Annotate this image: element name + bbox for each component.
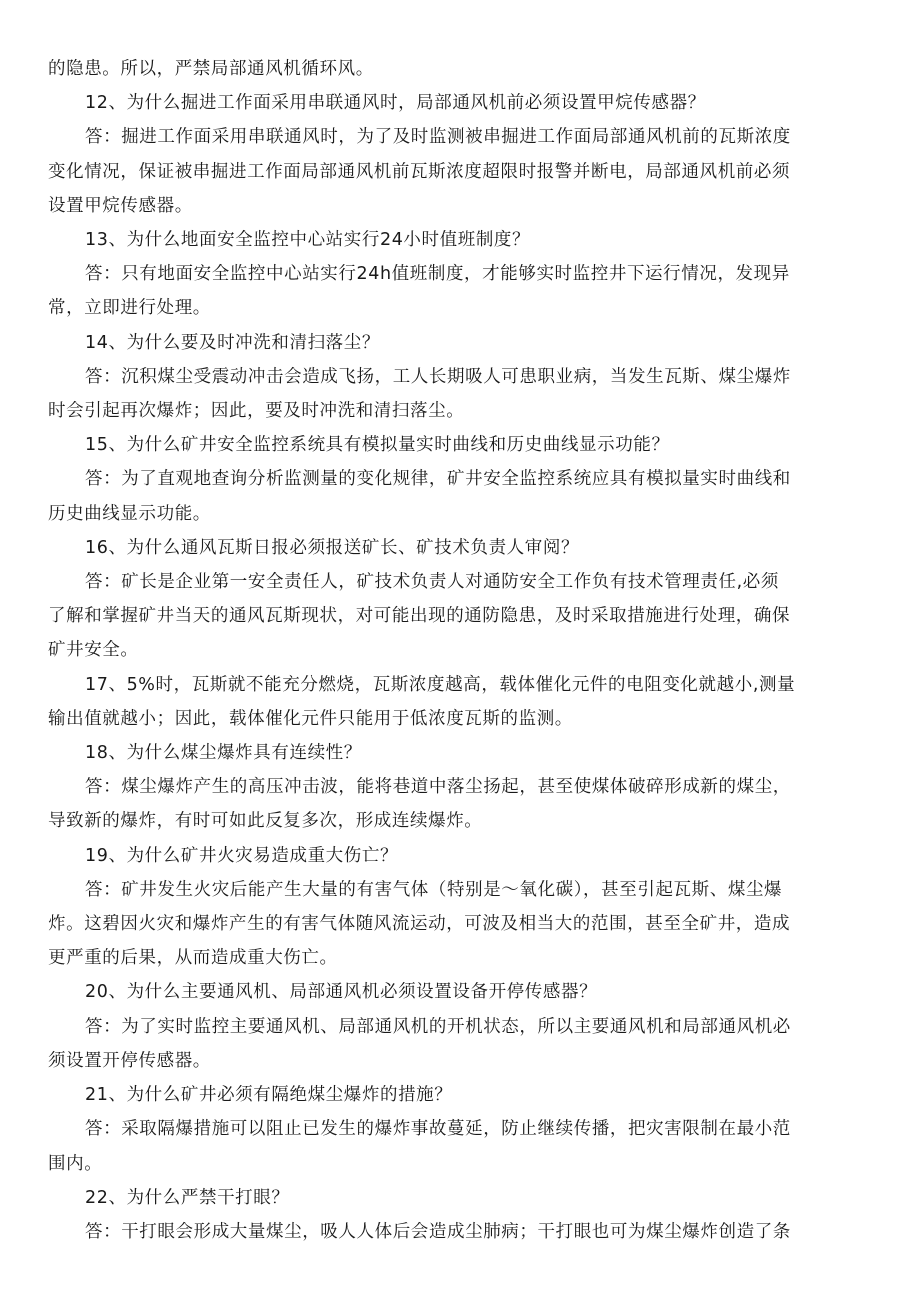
answer-line: 答：干打眼会形成大量煤尘，吸人人体后会造成尘肺病；干打眼也可为煤尘爆炸创造了条 — [85, 1221, 791, 1242]
continuation-line: 时会引起再次爆炸；因此，要及时冲洗和清扫落尘。 — [48, 401, 465, 422]
question-line: 13、为什么地面安全监控中心站实行24小时值班制度？ — [85, 230, 531, 251]
question-line: 19、为什么矿井火灾易造成重大伤亡？ — [85, 845, 399, 866]
continuation-line: 炸。这碧因火灾和爆炸产生的有害气体随风流运动，可波及相当大的范围，甚至全矿井，造成 — [48, 914, 791, 935]
answer-line: 答：矿井发生火灾后能产生大量的有害气体（特别是～氧化碳），甚至引起瓦斯、煤尘爆 — [85, 879, 783, 900]
continuation-line: 设置甲烷传感器。 — [48, 195, 193, 216]
question-line: 20、为什么主要通风机、局部通风机必须设置设备开停传感器？ — [85, 982, 598, 1003]
question-line: 21、为什么矿井必须有隔绝煤尘爆炸的措施？ — [85, 1085, 453, 1106]
continuation-line: 变化情况，保证被串掘进工作面局部通风机前瓦斯浓度超限时报警并断电，局部通风机前必须 — [48, 161, 791, 182]
question-line: 15、为什么矿井安全监控系统具有模拟量实时曲线和历史曲线显示功能？ — [85, 435, 670, 456]
continuation-line: 围内。 — [48, 1153, 103, 1174]
continuation-line: 历史曲线显示功能。 — [48, 503, 211, 524]
question-line: 22、为什么严禁干打眼？ — [85, 1187, 290, 1208]
question-line: 17、5%时，瓦斯就不能充分燃烧，瓦斯浓度越高，载体催化元件的电阻变化就越小,测量 — [85, 674, 796, 695]
answer-line: 答：为了实时监控主要通风机、局部通风机的开机状态，所以主要通风机和局部通风机必 — [85, 1016, 791, 1037]
continuation-line: 常，立即进行处理。 — [48, 298, 211, 319]
answer-line: 答：矿长是企业第一安全责任人，矿技术负责人对通防安全工作负有技术管理责任,必须 — [85, 572, 779, 593]
question-line: 14、为什么要及时冲洗和清扫落尘？ — [85, 332, 380, 353]
answer-line: 答：采取隔爆措施可以阻止已发生的爆炸事故蔓延，防止继续传播，把灾害限制在最小范 — [85, 1119, 791, 1140]
continuation-line: 须设置开停传感器。 — [48, 1050, 211, 1071]
answer-line: 答：煤尘爆炸产生的高压冲击波，能将巷道中落尘扬起，甚至使煤体破碎形成新的煤尘， — [85, 777, 791, 798]
continuation-line: 了解和掌握矿井当天的通风瓦斯现状，对可能出现的通防隐患，及时采取措施进行处理，确保 — [48, 606, 791, 627]
document-body — [48, 52, 880, 1249]
question-line: 12、为什么掘进工作面采用串联通风时，局部通风机前必须设置甲烷传感器？ — [85, 93, 706, 114]
question-line: 18、为什么煤尘爆炸具有连续性？ — [85, 743, 362, 764]
question-line: 16、为什么通风瓦斯日报必须报送矿长、矿技术负责人审阅？ — [85, 537, 580, 558]
continuation-line: 输出值就越小；因此，载体催化元件只能用于低浓度瓦斯的监测。 — [48, 708, 573, 729]
continuation-line: 导致新的爆炸，有时可如此反复多次，形成连续爆炸。 — [48, 811, 483, 832]
continuation-line: 更严重的后果，从而造成重大伤亡。 — [48, 948, 338, 969]
answer-line: 答：为了直观地查询分析监测量的变化规律，矿井安全监控系统应具有模拟量实时曲线和 — [85, 469, 791, 490]
answer-line: 答：沉积煤尘受震动冲击会造成飞扬，工人长期吸人可患职业病，当发生瓦斯、煤尘爆炸 — [85, 366, 791, 387]
continuation-line: 矿井安全。 — [48, 640, 139, 661]
continuation-line: 的隐患。所以，严禁局部通风机循环风。 — [48, 59, 374, 79]
answer-line: 答：掘进工作面采用串联通风时，为了及时监测被串掘进工作面局部通风机前的瓦斯浓度 — [85, 127, 791, 148]
answer-line: 答：只有地面安全监控中心站实行24h值班制度，才能够实时监控井下运行情况，发现异 — [85, 264, 790, 285]
